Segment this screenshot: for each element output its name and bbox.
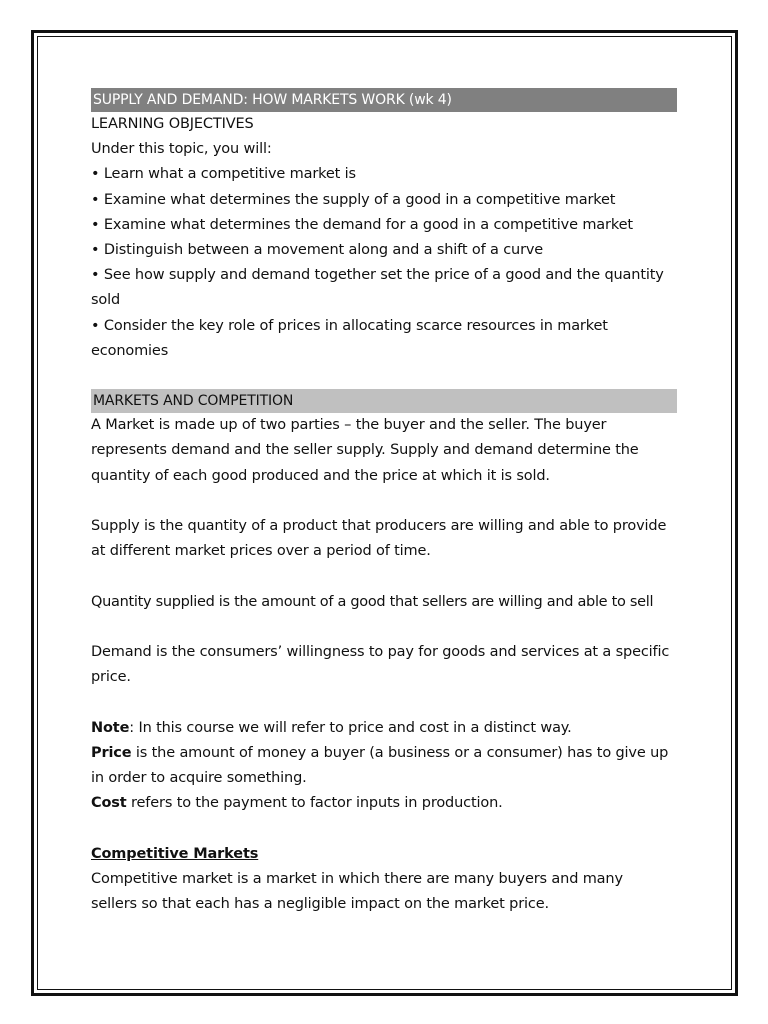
objective-text: Examine what determines the demand for a good in a competitive market	[103, 216, 633, 233]
objective-text: Consider the key role of prices in allocating scarce resources in market economies	[91, 317, 608, 359]
cost-definition	[91, 791, 677, 816]
paragraph-market: A Market is made up of two parties – the buyer and the seller. The buyer represents demand and the seller supply. Supply and demand determine the quantity of each good produced and the price at which it is sold.	[91, 417, 639, 484]
spacer	[91, 615, 677, 640]
section-heading-markets-competition: MARKETS AND COMPETITION	[91, 389, 677, 413]
objective-text: See how supply and demand together set the price of a good and the quantity sold	[91, 267, 664, 309]
learning-objectives-heading: LEARNING OBJECTIVES	[91, 116, 254, 132]
objectives-intro: Under this topic, you will:	[91, 141, 272, 158]
document-content	[91, 88, 677, 917]
cost-text: refers to the payment to factor inputs in production.	[126, 795, 503, 812]
paragraph-demand: Demand is the consumers’ willingness to pay for goods and services at a specific price.	[91, 644, 670, 686]
objective-item	[91, 213, 677, 238]
objective-item	[91, 188, 677, 213]
section-heading-supply-demand: SUPPLY AND DEMAND: HOW MARKETS WORK (wk 4)	[91, 88, 677, 112]
paragraph-supply: Supply is the quantity of a product that producers are willing and able to provide at different market prices over a period of time.	[91, 518, 667, 560]
cost-label: Cost	[91, 795, 127, 812]
spacer	[91, 690, 677, 715]
competitive-markets-title: Competitive Markets	[91, 845, 259, 862]
price-label: Price	[91, 744, 132, 761]
note-text: : In this course we will refer to price and cost in a distinct way.	[129, 719, 572, 736]
spacer	[91, 816, 677, 841]
objective-item	[91, 238, 677, 263]
objective-text: Examine what determines the supply of a good in a competitive market	[103, 191, 616, 208]
price-text: is the amount of money a buyer (a business or a consumer) has to give up in order to acquire something.	[91, 744, 669, 786]
spacer	[91, 364, 677, 389]
objective-item	[91, 162, 677, 187]
competitive-markets-text: Competitive market is a market in which there are many buyers and many sellers so that each has a negligible impact on the market price.	[91, 870, 623, 912]
note-line	[91, 716, 677, 741]
objective-text: Distinguish between a movement along and a shift of a curve	[103, 242, 544, 259]
price-definition	[91, 741, 677, 791]
note-label: Note	[91, 719, 130, 736]
spacer	[91, 564, 677, 589]
spacer	[91, 489, 677, 514]
objective-text: Learn what a competitive market is	[103, 166, 356, 183]
paragraph-quantity-supplied: Quantity supplied is the amount of a good that sellers are willing and able to sell	[91, 593, 654, 610]
objective-item	[91, 263, 677, 313]
objective-item	[91, 314, 677, 364]
